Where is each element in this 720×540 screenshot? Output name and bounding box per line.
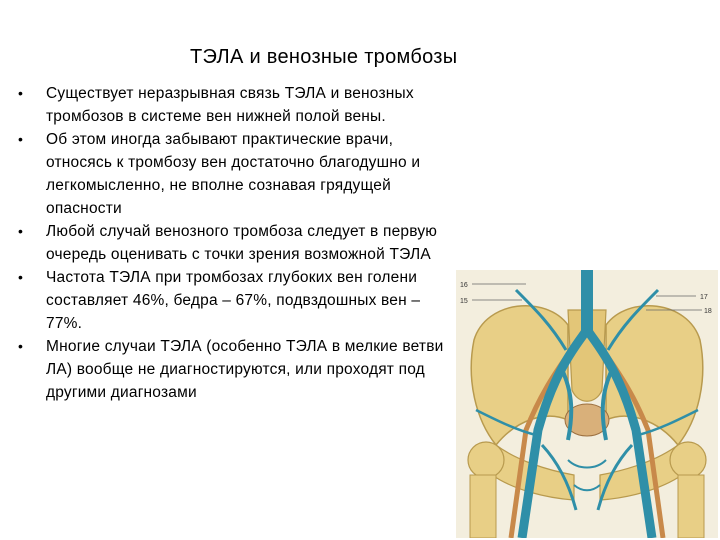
bullet-list (18, 82, 458, 404)
pelvic-veins-illustration (456, 270, 718, 538)
figure-label: 16 (460, 282, 468, 289)
bullet-item: • Существует неразрывная связь ТЭЛА и венозных тромбозов в системе вен нижней полой вены. (18, 82, 458, 128)
bullet-item: • Многие случаи ТЭЛА (особенно ТЭЛА в мелкие ветви ЛА) вообще не диагностируются, или проходят под другими диагнозами (18, 335, 458, 404)
figure-label: 18 (704, 308, 712, 315)
slide-title: ТЭЛА и венозные тромбозы (190, 46, 458, 68)
figure-label: 15 (460, 298, 468, 305)
pelvis-anatomy-drawing (456, 270, 718, 538)
bullet-item: • Любой случай венозного тромбоза следует в первую очередь оценивать с точки зрения возможной ТЭЛА (18, 220, 458, 266)
bullet-item: • Об этом иногда забывают практические врачи, относясь к тромбозу вен достаточно благодушно и легкомысленно, не вполне сознавая грядущей опасности (18, 128, 458, 220)
bullet-item: • Частота ТЭЛА при тромбозах глубоких вен голени составляет 46%, бедра – 67%, подвздошных вен – 77%. (18, 266, 458, 335)
figure-label: 17 (700, 294, 708, 301)
